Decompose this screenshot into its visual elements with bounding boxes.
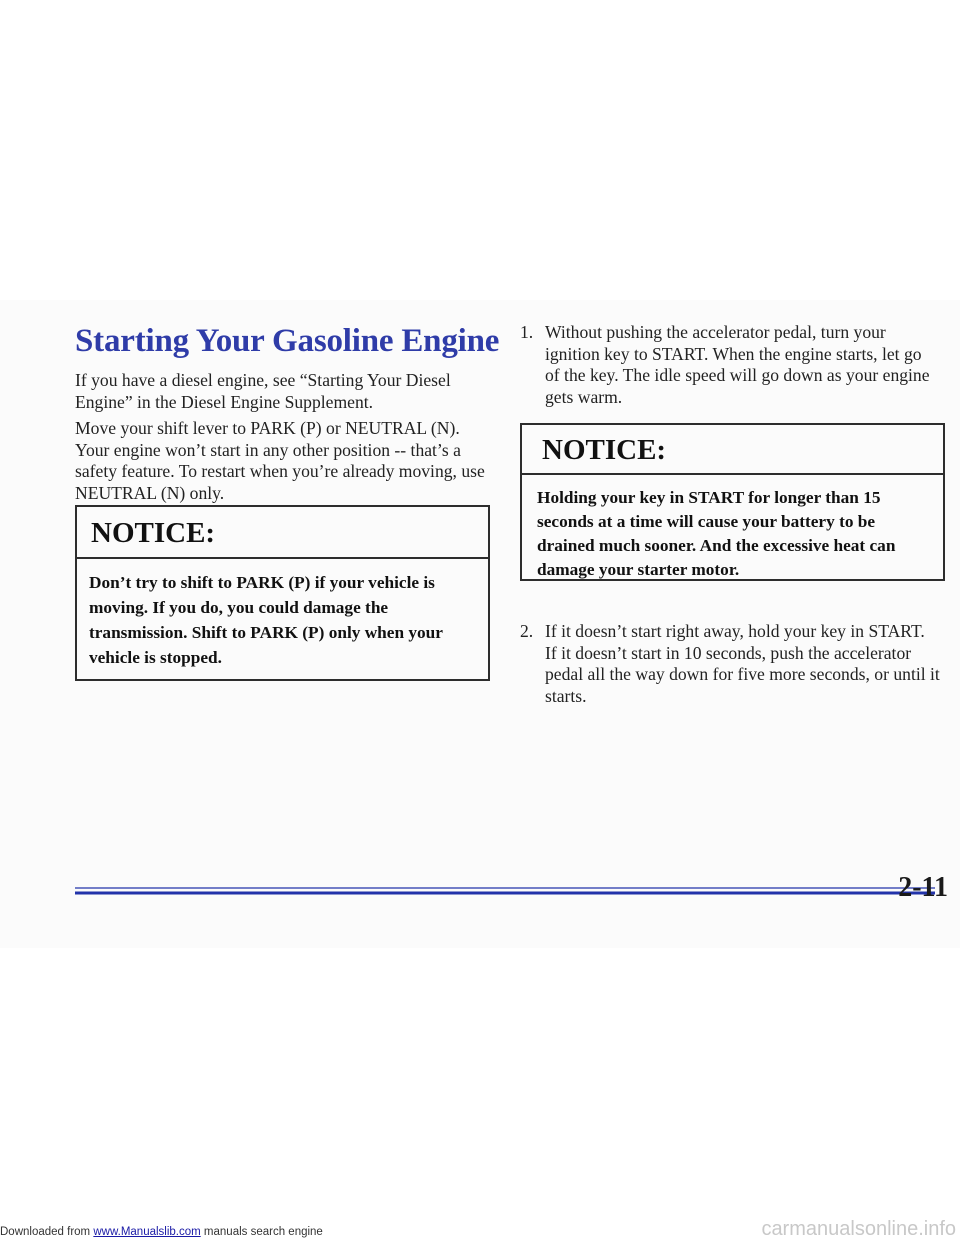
notice-body: Don’t try to shift to PARK (P) if your vehicle is moving. If you do, you could damage the transmission. Shift to PARK (P) only when your vehicle is stopped. (89, 573, 443, 667)
notice-title: NOTICE: (91, 517, 216, 549)
notice-box-shift (75, 505, 490, 681)
watermark: carmanualsonline.info (761, 1218, 956, 1240)
step-1 (520, 322, 940, 412)
section-heading: Starting Your Gasoline Engine (75, 323, 500, 359)
notice-box-starter (520, 423, 945, 581)
notice-body: Holding your key in START for longer than 15 seconds at a time will cause your battery to be drained much sooner. And the excessive heat can damage your starter motor. (537, 488, 896, 579)
top-margin (0, 0, 960, 300)
notice-title-bar (522, 425, 943, 475)
notice-title-bar (77, 507, 488, 559)
shift-lever-paragraph: Move your shift lever to PARK (P) or NEUTRAL (N). Your engine won’t start in any other position -- that’s a safety feature. To restart when you’re already moving, use NEUTRAL (N) only. (75, 418, 485, 503)
footer-prefix: Downloaded from (0, 1226, 91, 1238)
manual-page (0, 300, 960, 948)
page-rule (75, 885, 935, 897)
footer-suffix: manuals search engine (203, 1226, 323, 1238)
step-text: Without pushing the accelerator pedal, turn your ignition key to START. When the engine starts, let go of the key. The idle speed will go down as your engine gets warm. (545, 322, 930, 407)
manualslib-link[interactable]: www.Manualslib.com (93, 1226, 201, 1238)
step-number: 2. (520, 621, 534, 641)
step-text: If it doesn’t start right away, hold your key in START. If it doesn’t start in 10 seconds, push the accelerator pedal all the way down for five more seconds, or until it starts. (545, 621, 940, 706)
notice-title: NOTICE: (542, 434, 667, 466)
diesel-note-paragraph: If you have a diesel engine, see “Starting Your Diesel Engine” in the Diesel Engine Supplement. (75, 370, 451, 412)
download-footer (0, 1226, 323, 1238)
page-number: 2-11 (898, 872, 948, 903)
step-number: 1. (520, 322, 534, 342)
step-2 (520, 621, 940, 711)
